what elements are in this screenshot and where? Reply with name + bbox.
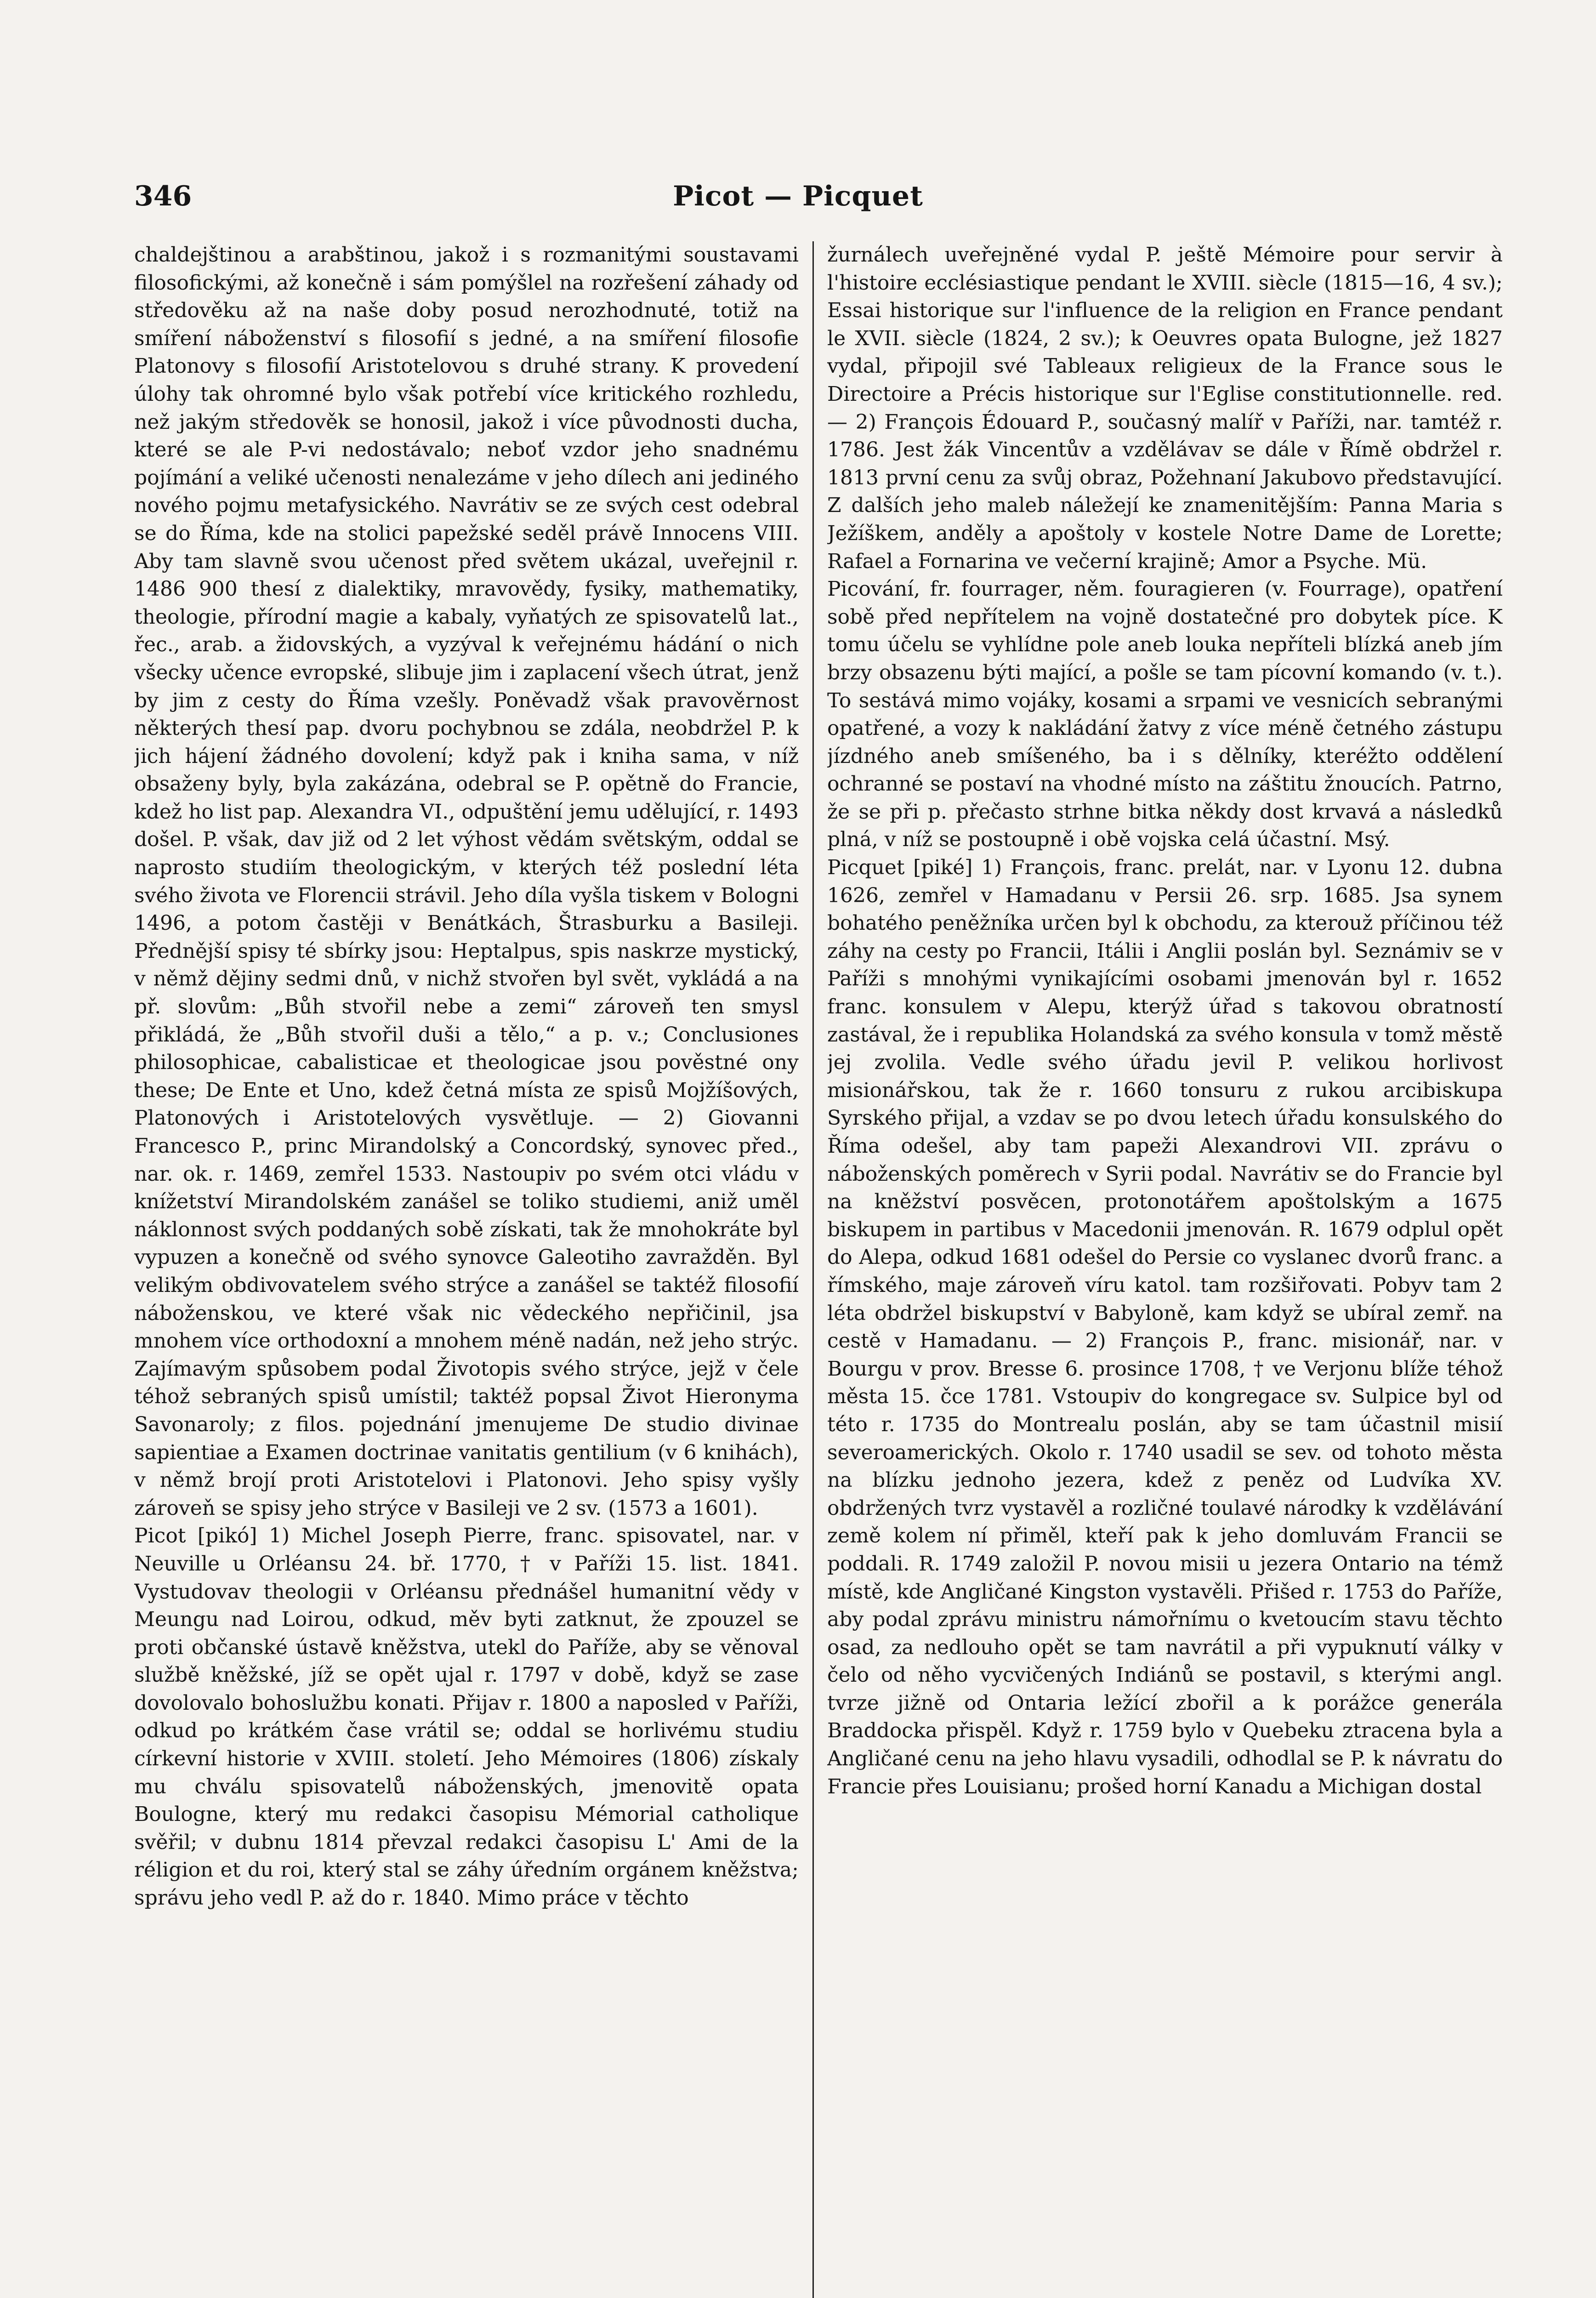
running-head: Picot — Picquet bbox=[673, 180, 923, 212]
paragraph-pico-continuation: chaldejštinou a arabštinou, jakož i s rozmanitými soustavami filosofickými, až konečně i sám pomýšlel na rozřešení záhady od středověku až na naše doby posud nerozhodnuté, totiž na smíření náboženství s filosofií s jedné, a na smíření filosofie Platonovy s filosofií Aristotelovou s druhé strany. K provedení úlohy tak ohromné bylo však potřebí více kritického rozhledu, než jakým středověk se honosil, jakož i více původnosti ducha, které se ale P-vi nedostávalo; neboť vzdor jeho snadnému pojímání a veliké učenosti nenalezáme v jeho dílech ani jediného nového pojmu metafysického. Navrátiv se ze svých cest odebral se do Říma, kde na stolici papežské seděl právě Innocens VIII. Aby tam slavně svou učenost před světem ukázal, uveřejnil r. 1486 900 thesí z dialektiky, mravovědy, fysiky, mathematiky, theologie, přírodní magie a kabaly, vyňatých ze spisovatelů lat., řec., arab. a židovských, a vyzýval k veřejnému hádání o nich všecky učence evropské, slibuje jim i zaplacení všech útrat, jenž by jim z cesty do Říma vzešly. Poněvadž však pravověrnost některých thesí pap. dvoru pochybnou se zdála, neobdržel P. k jich hájení žádného dovolení; když pak i kniha sama, v níž obsaženy byly, byla zakázána, odebral se P. opětně do Francie, kdež ho list pap. Alexandra VI., odpuštění jemu udělující, r. 1493 došel. P. však, dav již od 2 let výhost vědám světským, oddal se naprosto studiím theologickým, v kterých též poslední léta svého života ve Florencii strávil. Jeho díla vyšla tiskem v Bologni 1496, a potom častěji v Benátkách, Štrasburku a Basileji. Přednější spisy té sbírky jsou: Heptalpus, spis naskrze mystický, v němž dějiny sedmi dnů, v nichž stvořen byl svět, vykládá a na př. slovům: „Bůh stvořil nebe a zemi“ zároveň ten smysl přikládá, že „Bůh stvořil duši a tělo,“ a p. v.; Conclusiones philosophicae, cabalisticae et theologicae jsou pověstné ony these; De Ente et Uno, kdež četná místa ze spisů Mojžíšových, Platonových i Aristotelových vysvětluje. — 2) Giovanni Francesco P., princ Mirandolský a Concordský, synovec před., nar. ok. r. 1469, zemřel 1533. Nastoupiv po svém otci vládu v knížetství Mirandolském zanášel se toliko studiemi, aniž uměl náklonnost svých poddaných sobě získati, tak že mnohokráte byl vypuzen a konečně od svého synovce Galeotiho zavražděn. Byl velikým obdivovatelem svého strýce a zanášel se taktéž filosofií náboženskou, ve které však nic vědeckého nepřičinil, jsa mnohem více orthodoxní a mnohem méně nadán, než jeho strýc. Zajímavým spůsobem podal Životopis svého strýce, jejž v čele téhož sebraných spisů umístil; taktéž popsal Život Hieronyma Savonaroly; z filos. pojednání jmenujeme De studio divinae sapientiae a Examen doctrinae vanitatis gentilium (v 6 knihách), v němž brojí proti Aristotelovi i Platonovi. Jeho spisy vyšly zároveň se spisy jeho strýce v Basileji ve 2 sv. (1573 a 1601). bbox=[134, 243, 799, 1520]
page-number: 346 bbox=[134, 180, 192, 212]
entry-picot: Picot [pikó] 1) Michel Joseph Pierre, franc. spisovatel, nar. v Neuville u Orléansu 24. bř. 1770, † v Paříži 15. list. 1841. Vystudovav theologii v Orléansu přednášel humanitní vědy v Meungu nad Loirou, odkud, měv byti zatknut, že zpouzel se proti občanské ústavě kněžstva, utekl do Paříže, aby se věnoval službě kněžské, jíž se opět ujal r. 1797 v době, když se zase dovolovalo bohoslužbu konati. Přijav r. 1800 a naposled v Paříži, odkud po krátkém čase vrátil se; oddal se horlivému studiu církevní historie v XVIII. století. Jeho Mémoires (1806) získaly mu chválu spisovatelů náboženských, jmenovitě opata Boulogne, který mu redakci časopisu Mémorial catholique svěřil; v dubnu 1814 převzal redakci časopisu L' Ami de la réligion et du roi, který stal se záhy úředním orgánem kněžstva; správu jeho vedl P. až do r. 1840. Mimo práce v těchto bbox=[134, 1524, 799, 1910]
right-column bbox=[827, 241, 1503, 2298]
entry-picovani: Picování, fr. fourrager, něm. fouragieren (v. Fourrage), opatření sobě před nepřítelem na vojně dostatečné pro dobytek píce. K tomu účelu se vyhlídne pole aneb louka nepříteli blízká aneb jím brzy obsazenu býti mající, a pošle se tam pícovní komando (v. t.). To sestává mimo vojáky, kosami a srpami ve vesnicích sebranými opatřené, a vozy k nakládání žatvy z více méně četného zástupu jízdného aneb smíšeného, ba i s dělníky, kteréžto oddělení ochranné se postaví na vhodné místo na záštitu žnoucích. Patrno, že se při p. přečasto strhne bitka někdy dost krvavá a následků plná, v níž se postoupně i obě vojska celá účastní. Msý. bbox=[827, 577, 1503, 852]
left-column bbox=[134, 241, 799, 2298]
entry-picquet: Picquet [piké] 1) François, franc. prelát, nar. v Lyonu 12. dubna 1626, zemřel v Hamadanu v Persii 26. srp. 1685. Jsa synem bohatého peněžníka určen byl k obchodu, za kterouž příčinou též záhy na cesty po Francii, Itálii i Anglii poslán byl. Seznámiv se v Paříži s mnohými vynikajícími osobami jmenován byl r. 1652 franc. konsulem v Alepu, kterýž úřad s takovou obratností zastával, že i republika Holandská za svého konsula v tomž městě jej zvolila. Vedle svého úřadu jevil P. velikou horlivost misionářskou, tak že r. 1660 tonsuru z rukou arcibiskupa Syrského přijal, a vzdav se po dvou letech úřadu konsulského do Říma odešel, aby tam papeži Alexandrovi VII. zprávu o náboženských poměrech v Syrii podal. Navrátiv se do Francie byl na kněžství posvěcen, protonotářem apoštolským a 1675 biskupem in partibus v Macedonii jmenován. R. 1679 odplul opět do Alepa, odkud 1681 odešel do Persie co vyslanec dvorů franc. a římského, maje zároveň víru katol. tam rozšiřovati. Pobyv tam 2 léta obdržel biskupství v Babyloně, kam když se ubíral zemř. na cestě v Hamadanu. — 2) François P., franc. misionář, nar. v Bourgu v prov. Bresse 6. prosince 1708, † ve Verjonu blíže téhož města 15. čce 1781. Vstoupiv do kongregace sv. Sulpice byl od této r. 1735 do Montrealu poslán, aby se tam účastnil misií severoamerických. Okolo r. 1740 usadil se sev. od tohoto města na blízku jednoho jezera, kdež z peněz od Ludvíka XV. obdržených tvrz vystavěl a rozličné toulavé národky k vzdělávání země kolem ní přiměl, kteří pak k jeho domluvám Francii se poddali. R. 1749 založil P. novou misii u jezera Ontario na témž místě, kde Angličané Kingston vystavěli. Přišed r. 1753 do Paříže, aby podal zprávu ministru námořnímu o kvetoucím stavu těchto osad, za nedlouho opět se tam navrátil a při vypuknutí války v čelo od něho vycvičených Indiánů se postavil, s kterými angl. tvrze jižně od Ontaria ležící zbořil a k porážce generála Braddocka přispěl. Když r. 1759 bylo v Quebeku ztracena byla a Angličané cenu na jeho hlavu vysadili, odhodlal se P. k návratu do Francie přes Louisianu; prošed horní Kanadu a Michigan dostal bbox=[827, 856, 1503, 1798]
paragraph-picot-continuation: žurnálech uveřejněné vydal P. ještě Mémoire pour servir à l'histoire ecclésiastique pendant le XVIII. siècle (1815—16, 4 sv.); Essai historique sur l'influence de la religion en France pendant le XVII. siècle (1824, 2 sv.); k Oeuvres opata Bulogne, jež 1827 vydal, připojil své Tableaux religieux de la France sous le Directoire a Précis historique sur l'Eglise constitutionnelle. red. — 2) François Édouard P., současný malíř v Paříži, nar. tamtéž r. 1786. Jest žák Vincentův a vzdělávav se dále v Římě obdržel r. 1813 první cenu za svůj obraz, Požehnaní Jakubovo představující. Z dalších jeho maleb náležejí ke znamenitějším: Panna Maria s Ježíškem, anděly a apoštoly v kostele Notre Dame de Lorette; Rafael a Fornarina ve večerní krajině; Amor a Psyche. Mü. bbox=[827, 243, 1503, 573]
column-divider bbox=[812, 241, 814, 2298]
